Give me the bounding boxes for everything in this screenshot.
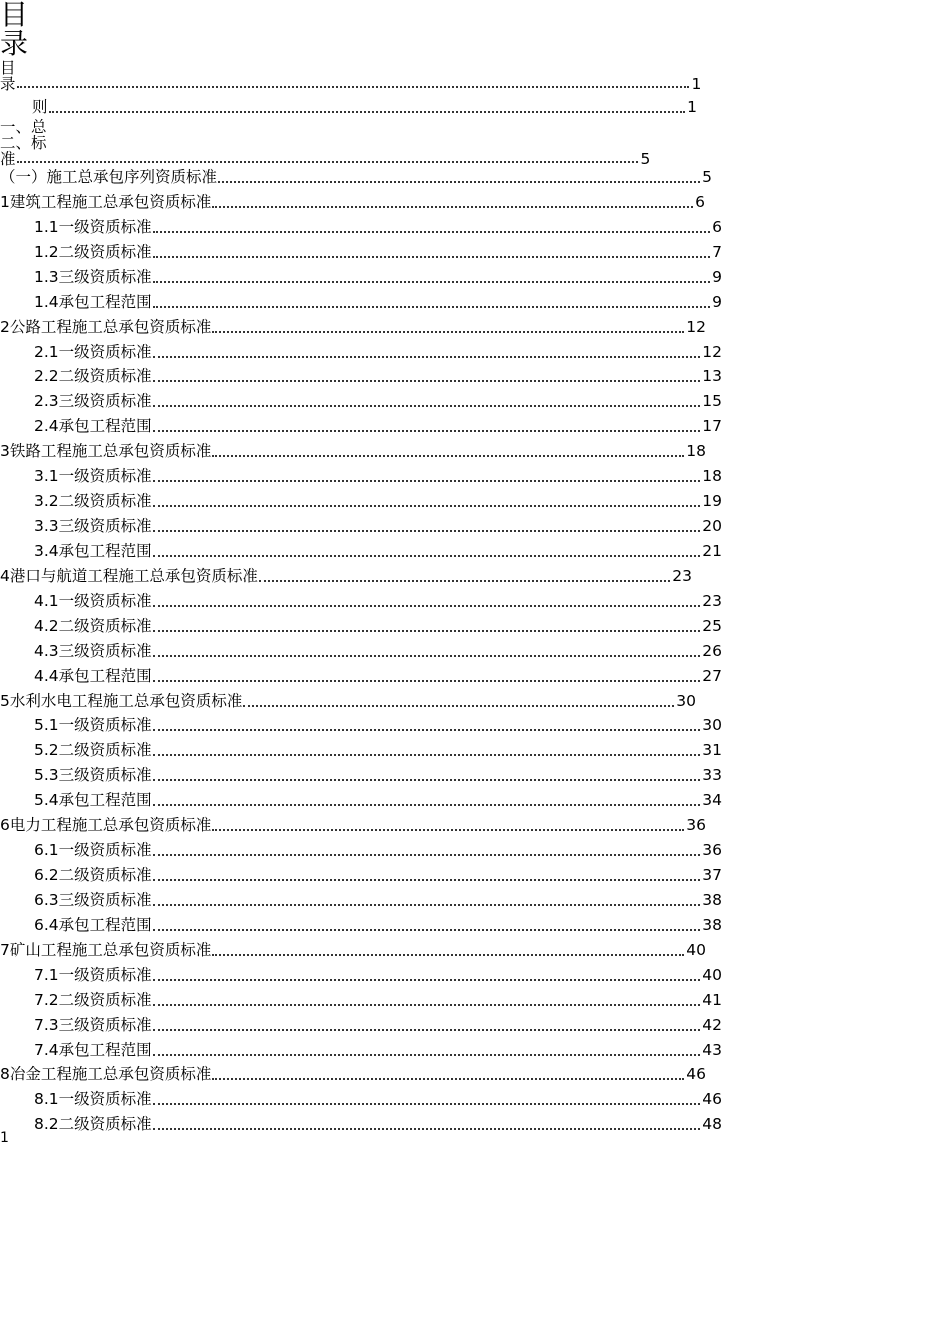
- toc-entry[interactable]: [0, 441, 706, 462]
- leader-dots: [153, 1103, 701, 1105]
- leader-dots: [153, 1054, 701, 1056]
- leader-dots: [212, 206, 693, 208]
- toc-entry[interactable]: [34, 990, 722, 1011]
- toc-entry-label: 2.4承包工程范围: [34, 417, 152, 436]
- toc-entry[interactable]: [34, 591, 722, 612]
- toc-entry[interactable]: [34, 242, 722, 263]
- leader-dots: [153, 655, 701, 657]
- toc-entry-page: 31: [702, 741, 722, 760]
- toc-entry[interactable]: [34, 840, 722, 861]
- toc-entry-label: 3.1一级资质标准: [34, 467, 152, 486]
- toc-entry-label: 3.4承包工程范围: [34, 541, 152, 560]
- toc-entry-label: 8.2二级资质标准: [34, 1115, 152, 1134]
- toc-entry-page: 40: [702, 965, 722, 984]
- toc-entry-label: 6.4承包工程范围: [34, 915, 152, 934]
- leader-dots: [153, 405, 701, 407]
- toc-entry[interactable]: [34, 965, 722, 986]
- toc-entry[interactable]: [34, 366, 722, 387]
- toc-entry-label: 5.1一级资质标准: [34, 716, 152, 735]
- toc-entry-label: 2.1一级资质标准: [34, 342, 152, 361]
- toc-entry[interactable]: [34, 890, 722, 911]
- toc-entry-label: 1建筑工程施工总承包资质标准: [0, 192, 212, 211]
- toc-entry-page: 30: [676, 691, 696, 710]
- toc-entry[interactable]: [0, 940, 706, 961]
- leader-dots: [153, 306, 710, 308]
- toc-entry-label: 3铁路工程施工总承包资质标准: [0, 442, 212, 461]
- leader-dots: [153, 555, 701, 557]
- toc-entry-label: 则: [32, 98, 48, 116]
- toc-entry-page: 43: [702, 1040, 722, 1059]
- leader-dots: [212, 1078, 684, 1080]
- toc-entry-label: 1.2二级资质标准: [34, 242, 152, 261]
- leader-dots: [153, 979, 701, 981]
- toc-entry-label: 7.2二级资质标准: [34, 990, 152, 1009]
- toc-entry-label: 4.1一级资质标准: [34, 591, 152, 610]
- toc-entry-page: 38: [702, 890, 722, 909]
- toc-entry[interactable]: [34, 416, 722, 437]
- toc-entry[interactable]: [0, 192, 705, 213]
- leader-dots: [153, 729, 701, 731]
- toc-entry[interactable]: [34, 915, 722, 936]
- toc-entry[interactable]: [34, 616, 722, 637]
- toc-entry-label: 二、标: [0, 134, 47, 152]
- toc-entry-page: 12: [686, 317, 706, 336]
- leader-dots: [212, 954, 684, 956]
- toc-entry-page: 33: [702, 766, 722, 785]
- toc-entry[interactable]: [34, 491, 722, 512]
- toc-entry-page: 26: [702, 641, 722, 660]
- toc-entry-page: 21: [702, 541, 722, 560]
- footer-page-number: 1: [0, 1130, 9, 1146]
- toc-entry[interactable]: [34, 666, 722, 687]
- leader-dots: [212, 829, 684, 831]
- toc-entry-page: 18: [702, 467, 722, 486]
- toc-entry-label: 1.4承包工程范围: [34, 292, 152, 311]
- toc-entry-page: 23: [702, 591, 722, 610]
- toc-entry-page: 13: [702, 367, 722, 386]
- toc-entry-page: 5: [702, 168, 712, 186]
- toc-entry-label: 5水利水电工程施工总承包资质标准: [0, 691, 243, 710]
- leader-dots: [153, 754, 701, 756]
- toc-entry-label: 7.4承包工程范围: [34, 1040, 152, 1059]
- toc-entry-page: 6: [695, 192, 705, 211]
- leader-dots: [212, 455, 684, 457]
- leader-dots: [153, 779, 701, 781]
- toc-entry-page: 9: [712, 292, 722, 311]
- toc-entry-label: 6.3三级资质标准: [34, 890, 152, 909]
- toc-entry-page: 40: [686, 940, 706, 959]
- toc-entry[interactable]: [34, 516, 722, 537]
- leader-dots: [153, 480, 701, 482]
- leader-dots: [153, 929, 701, 931]
- toc-entry[interactable]: [0, 815, 706, 836]
- toc-entry-label: 1.3三级资质标准: [34, 267, 152, 286]
- toc-entry-page: 7: [712, 242, 722, 261]
- leader-dots: [153, 854, 701, 856]
- leader-dots: [153, 356, 701, 358]
- toc-entry-label: 5.4承包工程范围: [34, 791, 152, 810]
- toc-entry-page: 1: [691, 75, 702, 93]
- toc-entry-label: 7.1一级资质标准: [34, 965, 152, 984]
- toc-entry-label: 3.2二级资质标准: [34, 492, 152, 511]
- toc-entry-page: 25: [702, 616, 722, 635]
- toc-entry-label: 8.1一级资质标准: [34, 1090, 152, 1109]
- leader-dots: [243, 705, 674, 707]
- toc-entry[interactable]: [0, 1064, 706, 1085]
- toc-entry-page: 36: [702, 841, 722, 860]
- leader-dots: [153, 281, 710, 283]
- leader-dots: [218, 181, 700, 183]
- toc-entry-label: 2.2二级资质标准: [34, 367, 152, 386]
- toc-entry-label: 2公路工程施工总承包资质标准: [0, 317, 212, 336]
- toc-entry[interactable]: [34, 1015, 722, 1036]
- toc-entry-page: 42: [702, 1015, 722, 1034]
- toc-entry-page: 34: [702, 791, 722, 810]
- toc-entry[interactable]: [34, 217, 722, 238]
- toc-entry-page: 46: [686, 1065, 706, 1084]
- toc-entry-page: 36: [686, 816, 706, 835]
- leader-dots: [259, 580, 670, 582]
- toc-entry-page: 19: [702, 492, 722, 511]
- document-title: 目录: [0, 0, 29, 60]
- toc-entry-page: 1: [687, 98, 697, 116]
- toc-entry[interactable]: [34, 541, 722, 562]
- toc-entry-label: 准: [0, 150, 16, 168]
- leader-dots: [153, 680, 701, 682]
- toc-entry-label: 1.1一级资质标准: [34, 217, 152, 236]
- toc-entry-label: 5.2二级资质标准: [34, 741, 152, 760]
- toc-entry[interactable]: [0, 167, 712, 188]
- leader-dots: [153, 804, 701, 806]
- toc-entry-page: 15: [702, 392, 722, 411]
- toc-entry[interactable]: [34, 267, 722, 288]
- toc-entry-label: 一、总: [0, 118, 47, 136]
- toc-entry-label: 7矿山工程施工总承包资质标准: [0, 940, 212, 959]
- toc-entry-page: 6: [712, 217, 722, 236]
- toc-entry[interactable]: [34, 740, 722, 761]
- toc-entry[interactable]: [34, 391, 722, 412]
- leader-dots: [153, 1128, 701, 1130]
- leader-dots: [212, 331, 684, 333]
- toc-entry-label: 6电力工程施工总承包资质标准: [0, 816, 212, 835]
- toc-entry-label: 8冶金工程施工总承包资质标准: [0, 1065, 212, 1084]
- toc-entry-label: 4.4承包工程范围: [34, 666, 152, 685]
- leader-dots: [153, 879, 701, 881]
- leader-dots: [153, 380, 701, 382]
- leader-dots: [153, 630, 701, 632]
- toc-entry-page: 41: [702, 990, 722, 1009]
- toc-entry-page: 18: [686, 442, 706, 461]
- toc-entry-label: 6.1一级资质标准: [34, 841, 152, 860]
- toc-entry[interactable]: [0, 566, 692, 587]
- toc-entry-page: 27: [702, 666, 722, 685]
- toc-entry-page: 46: [702, 1090, 722, 1109]
- toc-entry-page: 17: [702, 417, 722, 436]
- leader-dots: [153, 1004, 701, 1006]
- toc-entry[interactable]: [34, 641, 722, 662]
- toc-entry[interactable]: [34, 1089, 722, 1110]
- leader-dots: [153, 256, 710, 258]
- toc-entry[interactable]: [0, 317, 706, 338]
- toc-entry-page: 37: [702, 866, 722, 885]
- toc-entry-label: 4.2二级资质标准: [34, 616, 152, 635]
- toc-entry-page: 38: [702, 915, 722, 934]
- toc-entry[interactable]: [34, 1114, 722, 1135]
- leader-dots: [153, 605, 701, 607]
- toc-entry-label: 录: [0, 75, 16, 93]
- toc-entry-label: 5.3三级资质标准: [34, 766, 152, 785]
- toc-entry-label: 2.3三级资质标准: [34, 392, 152, 411]
- leader-dots: [153, 530, 701, 532]
- toc-entry-page: 23: [672, 566, 692, 585]
- toc-entry[interactable]: [34, 466, 722, 487]
- toc-entry[interactable]: [34, 865, 722, 886]
- toc-entry-label: （一）施工总承包序列资质标准: [0, 168, 218, 186]
- toc-entry[interactable]: [34, 765, 722, 786]
- toc-entry-page: 9: [712, 267, 722, 286]
- toc-entry[interactable]: [34, 790, 722, 811]
- toc-entry-page: 12: [702, 342, 722, 361]
- toc-entry-page: 48: [702, 1115, 722, 1134]
- toc-entry-label: 4港口与航道工程施工总承包资质标准: [0, 566, 258, 585]
- toc-entry[interactable]: [34, 292, 722, 313]
- toc-entry-label: 6.2二级资质标准: [34, 866, 152, 885]
- leader-dots: [153, 505, 701, 507]
- toc-entry[interactable]: [34, 1040, 722, 1061]
- toc-entry-label: 3.3三级资质标准: [34, 517, 152, 536]
- leader-dots: [153, 904, 701, 906]
- toc-entry[interactable]: [34, 715, 722, 736]
- toc-entry-page: 20: [702, 517, 722, 536]
- leader-dots: [153, 231, 710, 233]
- toc-entry-page: 30: [702, 716, 722, 735]
- toc-entry-label: 4.3三级资质标准: [34, 641, 152, 660]
- toc-entry-label: 7.3三级资质标准: [34, 1015, 152, 1034]
- toc-entry[interactable]: [0, 691, 696, 712]
- leader-dots: [153, 1029, 701, 1031]
- toc-entry-label: 目: [0, 59, 16, 77]
- leader-dots: [153, 430, 701, 432]
- toc-entry-page: 5: [640, 150, 651, 168]
- toc-entry[interactable]: [34, 342, 722, 363]
